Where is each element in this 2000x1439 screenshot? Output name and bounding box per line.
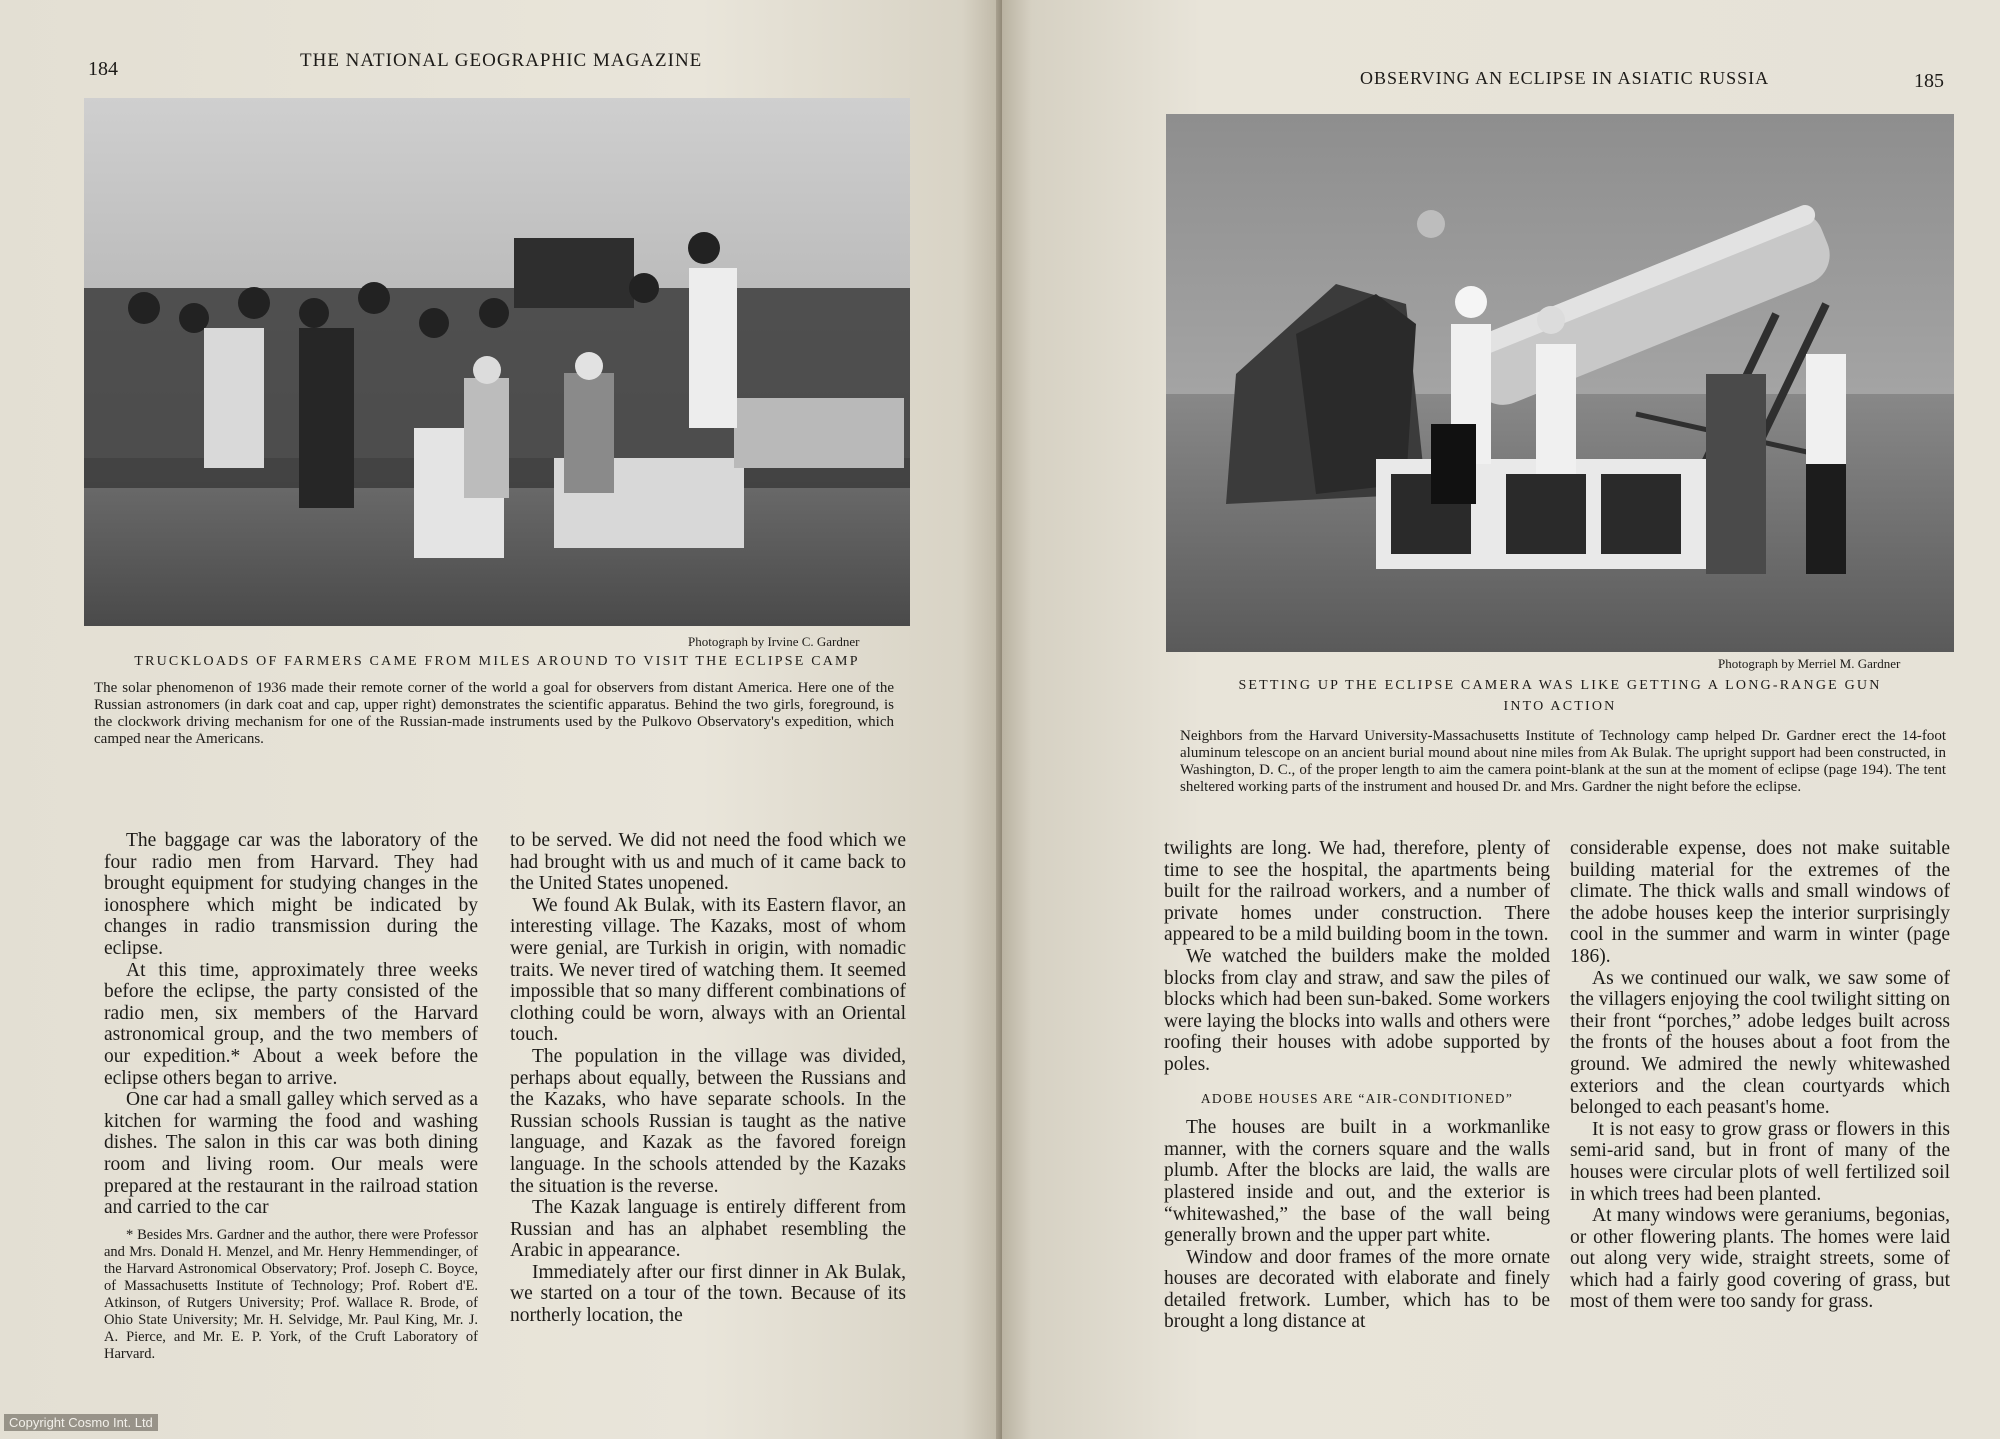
footnote: [104, 1227, 478, 1363]
paragraph: It is not easy to grow grass or flowers in this semi-arid sand, but in front of many of the houses were circular plots of well fertilized soil in which trees had been planted.: [1570, 1118, 1950, 1205]
photo-farmers-image: [84, 98, 910, 626]
right-caption-title-line2: INTO ACTION: [1503, 699, 1617, 714]
section-subhead: ADOBE HOUSES ARE “AIR-CONDITIONED”: [1200, 1090, 1514, 1106]
photo-farmers-at-eclipse-camp: [84, 98, 910, 626]
footnote-text: * Besides Mrs. Gardner and the author, there were Professor and Mrs. Donald H. Menzel, and Mr. Henry Hemmendinger, of the Harvard Astronomical Observatory; Prof. Joseph C. Boyce, of Massachusetts Institute of Technology; Prof. Robert d'E. Atkinson, of Rutgers University; Prof. Wallace R. Brode, of Ohio State University; Mr. H. Selvidge, Mr. Paul King, Mr. J. A. Pierce, and Mr. E. P. York, of the Cruft Laboratory of Harvard.: [104, 1226, 478, 1362]
left-page-number: 184: [88, 58, 118, 80]
left-column-1: [104, 830, 478, 1363]
paragraph: At this time, approximately three weeks before the eclipse, the party consisted of the radio men, six members of the Harvard astronomical group, and the two members of our expedition.* About a week before the eclipse others began to arrive.: [104, 959, 478, 1089]
paragraph: Window and door frames of the more ornate houses are decorated with elaborate and finely detailed fretwork. Lumber, which has to be brought a long distance at: [1164, 1246, 1550, 1333]
right-photo-credit: Photograph by Merriel M. Gardner: [1718, 656, 1901, 671]
paragraph: Immediately after our first dinner in Ak Bulak, we started on a tour of the town. Because of its northerly location, the: [510, 1261, 906, 1327]
left-running-head: THE NATIONAL GEOGRAPHIC MAGAZINE: [300, 50, 703, 71]
right-caption-body: Neighbors from the Harvard University-Massachusetts Institute of Technology camp helped Dr. Gardner erect the 14-foot aluminum telescope on an ancient burial mound about nine miles from Ak Bulak. The upright support had been constructed, in Washington, D. C., of the proper length to aim the camera point-blank at the sun at the moment of eclipse (page 194). The tent sheltered working parts of the instrument and housed Dr. and Mrs. Gardner the night before the eclipse.: [1180, 728, 1946, 795]
right-column-1: [1164, 838, 1550, 1333]
left-caption-title: TRUCKLOADS OF FARMERS CAME FROM MILES AROUND TO VISIT THE ECLIPSE CAMP: [134, 654, 860, 669]
paragraph: considerable expense, does not make suitable building material for the extremes of the climate. The thick walls and small windows of the adobe houses keep the interior surprisingly cool in the summer and warm in winter (page 186).: [1570, 838, 1950, 967]
left-caption-body: The solar phenomenon of 1936 made their remote corner of the world a goal for observers from distant America. Here one of the Russian astronomers (in dark coat and cap, upper right) demonstrates the scientific apparatus. Behind the two girls, foreground, is the clockwork driving mechanism for one of the Russian-made instruments used by the Pulkovo Observatory's expedition, which camped near the Americans.: [94, 680, 894, 747]
paragraph: The houses are built in a workmanlike manner, with the corners square and the walls plumb. After the blocks are laid, the walls are plastered inside and out, and the exterior is “whitewashed,” the base of the wall being generally brown and the upper part white.: [1164, 1117, 1550, 1247]
left-photo-credit: Photograph by Irvine C. Gardner: [688, 634, 860, 649]
paragraph: twilights are long. We had, therefore, plenty of time to see the hospital, the apartments being built for the railroad workers, and a number of private homes under construction. There appeared to be a mild building boom in the town.: [1164, 838, 1550, 946]
paragraph: One car had a small galley which served as a kitchen for warming the food and washing dishes. The salon in this car was both dining room and living room. Our meals were prepared at the restaurant in the railroad station and carried to the car: [104, 1089, 478, 1219]
paragraph: We watched the builders make the molded blocks from clay and straw, and saw the piles of blocks which had been sun-baked. Some workers were laying the blocks into walls and others were roofing their houses with adobe supported by poles.: [1164, 945, 1550, 1075]
right-column-2: [1570, 838, 1950, 1313]
copyright-watermark: Copyright Cosmo Int. Ltd: [4, 1414, 158, 1431]
photo-telescope-image: [1166, 114, 1954, 652]
paragraph: The population in the village was divided, perhaps about equally, between the Russians and the Kazaks, who have separate schools. In the Russian schools Russian is taught as the native language, and Kazak as the favored foreign language. In the schools attended by the Kazaks the situation is the reverse.: [510, 1045, 906, 1197]
paragraph: We found Ak Bulak, with its Eastern flavor, an interesting village. The Kazaks, most of whom were genial, are Turkish in origin, with nomadic traits. We never tired of watching them. It seemed impossible that so many different combinations of clothing could be worn, always with an Oriental touch.: [510, 894, 906, 1046]
paragraph: The Kazak language is entirely different from Russian and has an alphabet resembling the Arabic in appearance.: [510, 1197, 906, 1262]
right-running-head: OBSERVING AN ECLIPSE IN ASIATIC RUSSIA: [1360, 68, 1770, 88]
left-column-2: [510, 830, 906, 1327]
paragraph: The baggage car was the laboratory of the four radio men from Harvard. They had brought equipment for studying changes in the ionosphere which might be indicated by changes in radio transmission during the eclipse.: [104, 830, 478, 959]
right-page-number: 185: [1914, 70, 1944, 92]
right-page: [1002, 0, 2000, 1439]
right-caption-title-line1: SETTING UP THE ECLIPSE CAMERA WAS LIKE GETTING A LONG-RANGE GUN: [1238, 678, 1882, 693]
paragraph: As we continued our walk, we saw some of the villagers enjoying the cool twilight sitting on their front “porches,” adobe ledges built across the fronts of the houses about a foot from the ground. We admired the newly whitewashed exteriors and the clean courtyards which belonged to each peasant's home.: [1570, 967, 1950, 1119]
paragraph: At many windows were geraniums, begonias, or other flowering plants. The homes were laid out along very wide, straight streets, some of which had a fairly good covering of grass, but most of them were too sandy for grass.: [1570, 1205, 1950, 1313]
photo-eclipse-camera-setup: [1166, 114, 1954, 652]
paragraph: to be served. We did not need the food which we had brought with us and much of it came back to the United States unopened.: [510, 830, 906, 895]
